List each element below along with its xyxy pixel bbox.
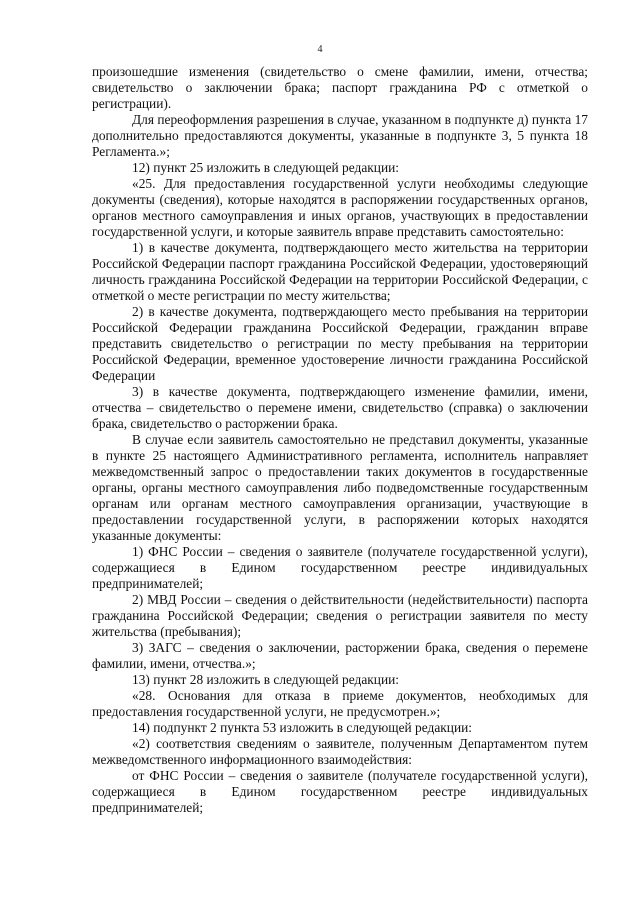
paragraph: «28. Основания для отказа в приеме документов, необходимых для предоставления государственной услуги, не предусмотрен.»; <box>92 688 588 719</box>
paragraph: 1) ФНС России – сведения о заявителе (получателе государственной услуги), содержащиеся в Едином государственном реестре индивидуальных предпринимателей; <box>92 544 588 591</box>
paragraph: 1) в качестве документа, подтверждающего место жительства на территории Российской Федерации паспорт гражданина Российской Федерации, удостоверяющий личность гражданина Российской Федерации на территории Российской Федерации, с отметкой о месте регистрации по месту жительства; <box>92 240 588 303</box>
paragraph: 12) пункт 25 изложить в следующей редакции: <box>132 160 400 175</box>
paragraph: произошедшие изменения (свидетельство о смене фамилии, имени, отчества; свидетельство о заключении брака; паспорт гражданина РФ с отметкой о регистрации). <box>92 64 588 111</box>
paragraph: «2) соответствия сведениям о заявителе, полученным Департаментом путем межведомственного информационного взаимодействия: <box>92 736 588 767</box>
paragraph: Для переоформления разрешения в случае, указанном в подпункте д) пункта 17 дополнительно предоставляются документы, указанные в подпункте 3, 5 пункта 18 Регламента.»; <box>92 112 588 159</box>
paragraph: 3) в качестве документа, подтверждающего изменение фамилии, имени, отчества – свидетельство о перемене имени, свидетельство (справка) о заключении брака, свидетельство о расторжении брака. <box>92 384 588 431</box>
page-number: 4 <box>317 44 323 55</box>
paragraph: 13) пункт 28 изложить в следующей редакции: <box>132 672 400 687</box>
paragraph: 14) подпункт 2 пункта 53 изложить в следующей редакции: <box>132 720 472 735</box>
document-body <box>92 64 588 816</box>
paragraph: «25. Для предоставления государственной услуги необходимы следующие документы (сведения), которые находятся в распоряжении государственных органов, органов местного самоуправления и иных органов, участвующих в предоставлении государственной услуги, и которые заявитель вправе представить самостоятельно: <box>92 176 588 239</box>
paragraph: 2) МВД России – сведения о действительности (недействительности) паспорта гражданина Российской Федерации; сведения о регистрации заявителя по месту жительства (пребывания); <box>92 592 588 639</box>
paragraph: 3) ЗАГС – сведения о заключении, расторжении брака, сведения о перемене фамилии, имени, отчества.»; <box>92 640 588 671</box>
paragraph: от ФНС России – сведения о заявителе (получателе государственной услуги), содержащиеся в Едином государственном реестре индивидуальных предпринимателей; <box>92 768 588 815</box>
paragraph: В случае если заявитель самостоятельно не представил документы, указанные в пункте 25 настоящего Административного регламента, исполнитель направляет межведомственный запрос о предоставлении таких документов в государственные органы, органы местного самоуправления либо подведомственные государственным органам или органам местного самоуправления организации, участвующие в предоставлении государственной услуги, в распоряжении которых находятся указанные документы: <box>92 432 588 543</box>
paragraph: 2) в качестве документа, подтверждающего место пребывания на территории Российской Федерации гражданина Российской Федерации, гражданин вправе представить свидетельство о регистрации по месту пребывания на территории Российской Федерации, временное удостоверение личности гражданина Российской Федерации <box>92 304 588 383</box>
